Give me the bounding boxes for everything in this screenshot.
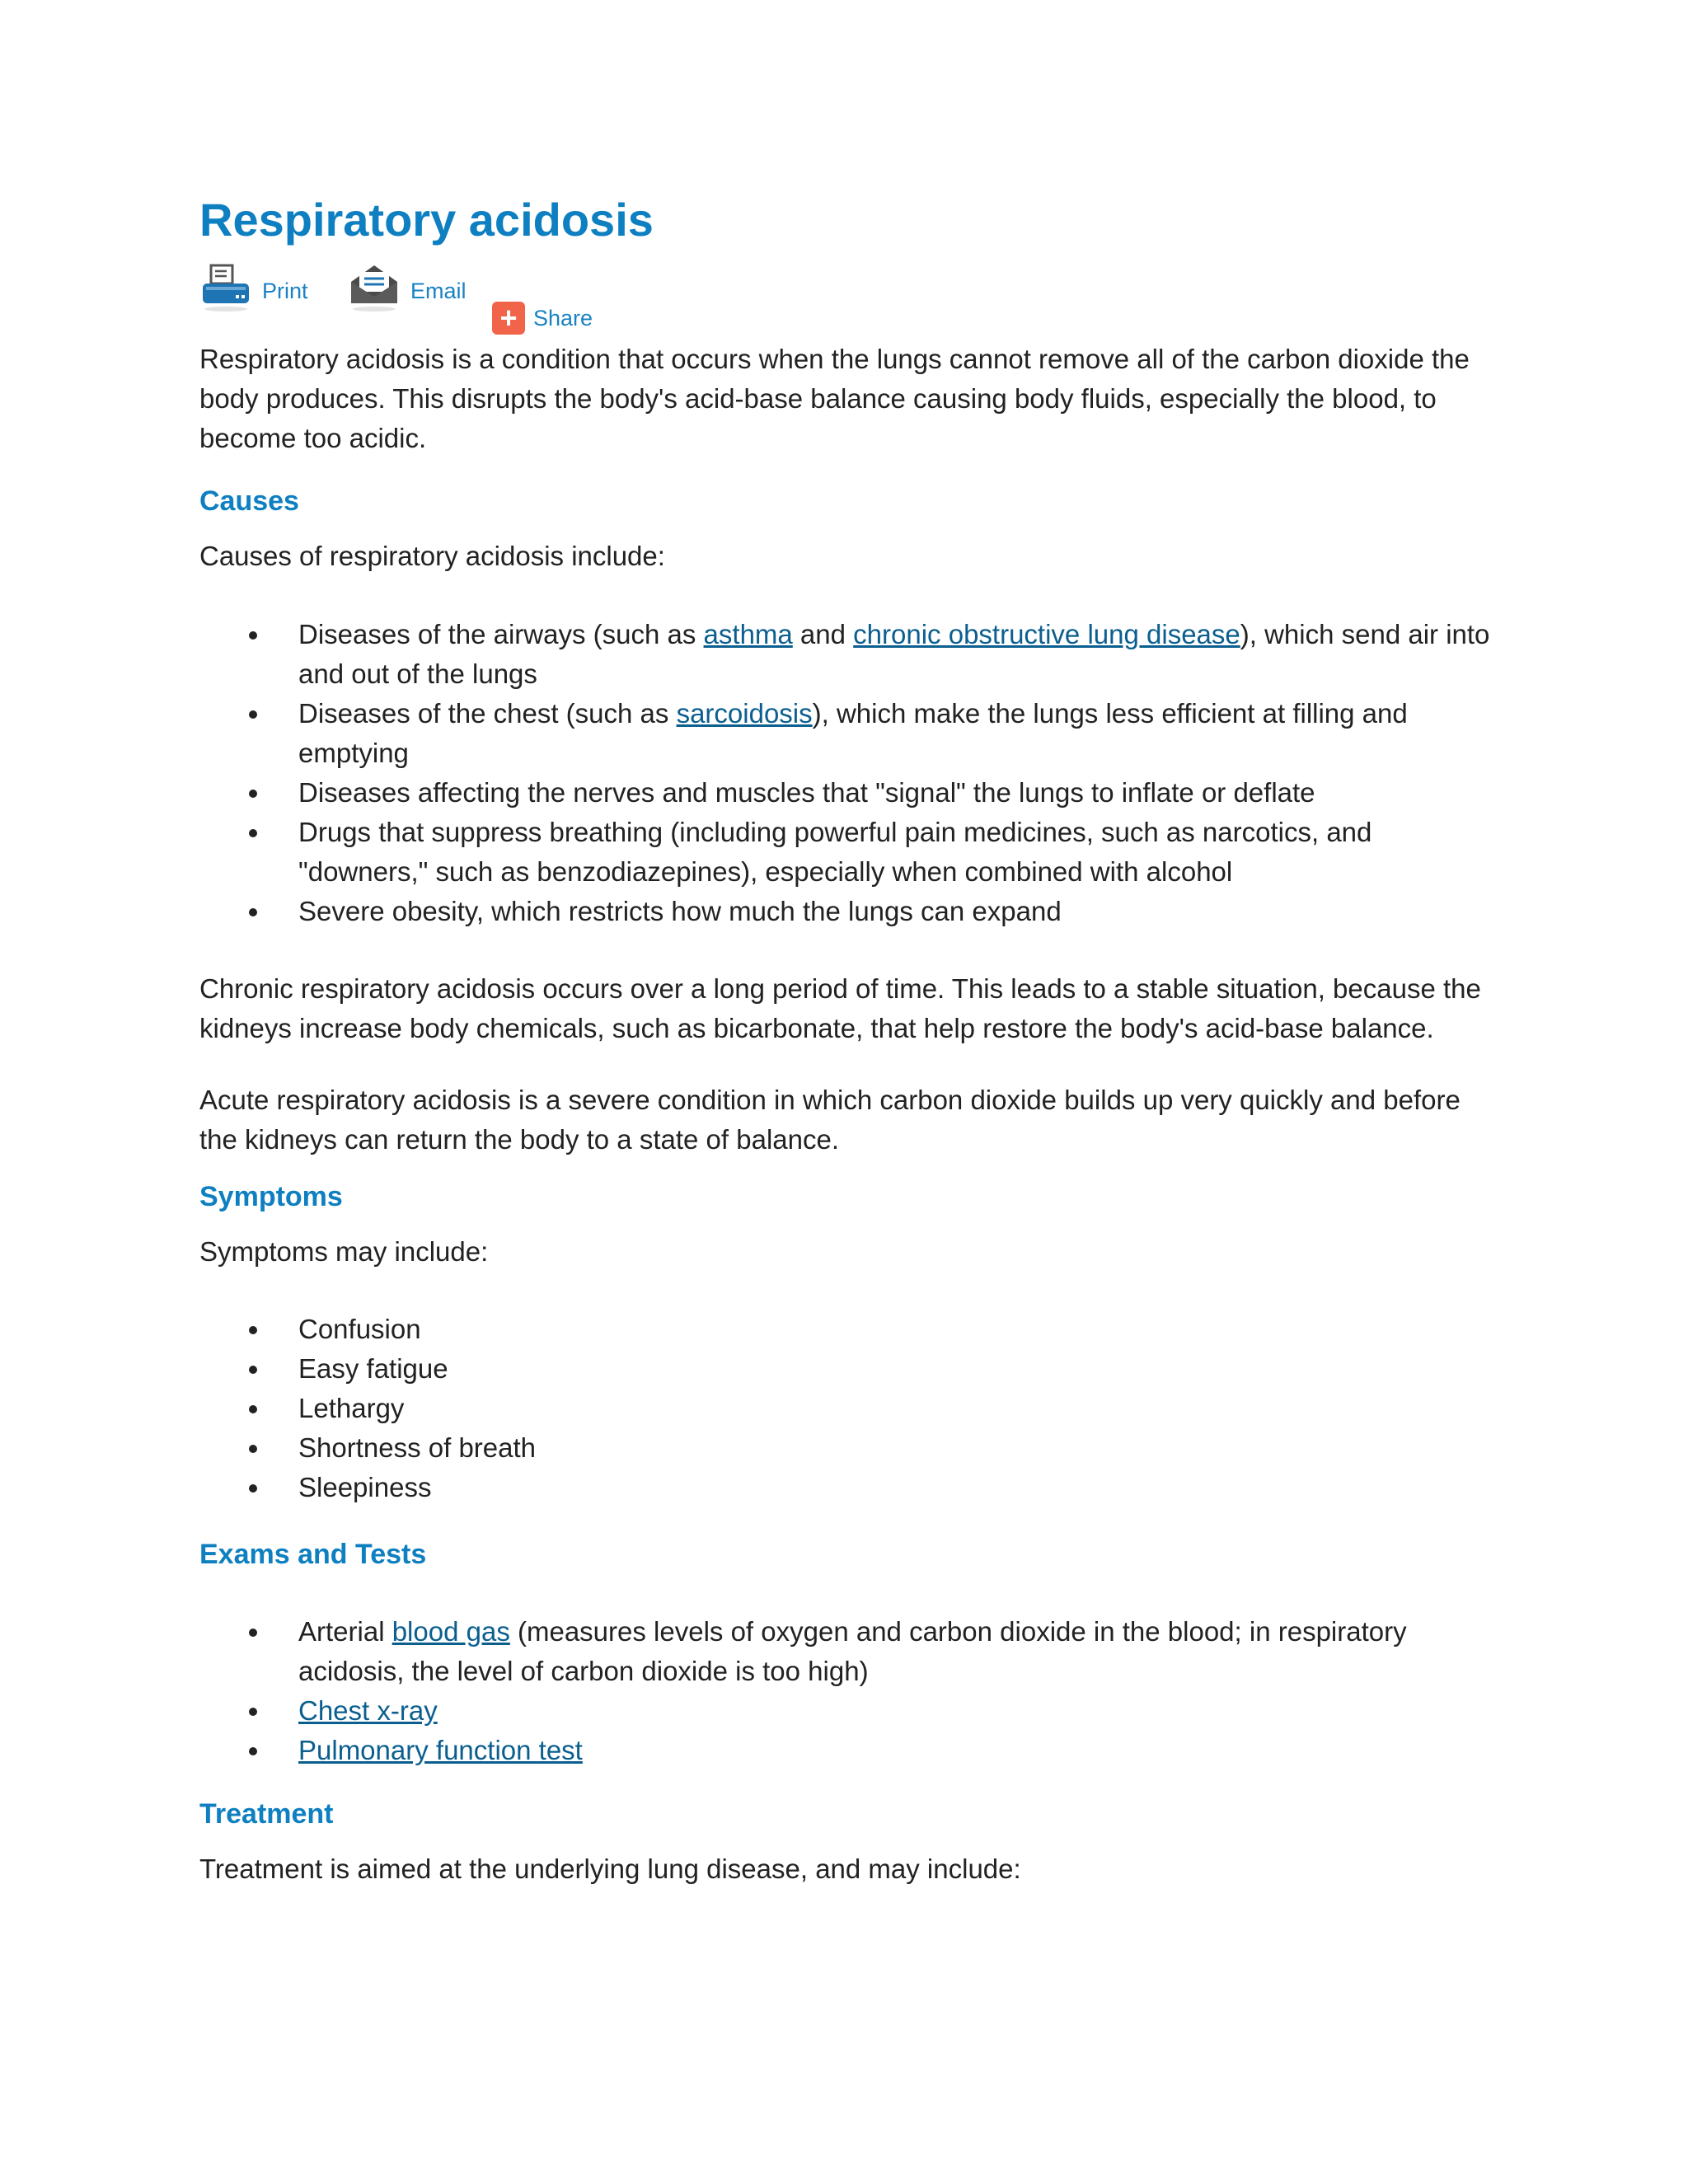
- list-item: [199, 1428, 1502, 1468]
- symptoms-heading: Symptoms: [199, 1181, 343, 1212]
- share-button[interactable]: [492, 302, 593, 335]
- blood-gas-link[interactable]: blood gas: [392, 1616, 510, 1647]
- chest-xray-link[interactable]: Chest x-ray: [298, 1695, 438, 1726]
- list-item-text: Lethargy: [298, 1393, 405, 1423]
- list-item: [199, 773, 1502, 813]
- list-item-text: Easy fatigue: [298, 1353, 448, 1384]
- list-item-text: Shortness of breath: [298, 1432, 537, 1463]
- bullet-icon: [249, 1405, 257, 1413]
- envelope-icon: [348, 262, 401, 321]
- list-item: [199, 1310, 1502, 1349]
- list-item-text: Diseases affecting the nerves and muscles that "signal" the lungs to inflate or deflate: [298, 777, 1315, 808]
- bullet-icon: [249, 1326, 257, 1334]
- copd-link[interactable]: chronic obstructive lung disease: [853, 619, 1240, 649]
- list-item: [199, 1468, 1502, 1507]
- list-item: [199, 1731, 1502, 1770]
- causes-lead: Causes of respiratory acidosis include:: [199, 541, 665, 571]
- list-item-text: ), which make the lungs less efficient at filling and emptying: [298, 698, 1408, 768]
- list-item-text: ), which send air into and out of the lungs: [298, 619, 1490, 689]
- list-item-text: (measures levels of oxygen and carbon dioxide in the blood; in respiratory acidosis, the level of carbon dioxide is too high): [298, 1616, 1407, 1686]
- bullet-icon: [249, 829, 257, 837]
- causes-heading: Causes: [199, 485, 299, 517]
- bullet-icon: [249, 631, 257, 640]
- symptoms-list: [199, 1310, 1502, 1507]
- list-item: [199, 694, 1502, 773]
- treatment-lead: Treatment is aimed at the underlying lung disease, and may include:: [199, 1854, 1021, 1884]
- bullet-icon: [249, 790, 257, 798]
- page-title: Respiratory acidosis: [199, 194, 654, 246]
- intro-paragraph: Respiratory acidosis is a condition that occurs when the lungs cannot remove all of the carbon dioxide the body produces. This disrupts the body's acid-base balance causing body fluids, especially the blood, to become too acidic.: [199, 344, 1470, 453]
- list-item-text: Sleepiness: [298, 1472, 432, 1502]
- list-item-text: Drugs that suppress breathing (including powerful pain medicines, such as narcotics, and "downers," such as benzodiazepines), especially when combined with alcohol: [298, 817, 1372, 887]
- printer-icon: [199, 262, 252, 321]
- list-item-text: Arterial: [298, 1616, 392, 1647]
- list-item: [199, 1691, 1502, 1731]
- bullet-icon: [249, 1629, 257, 1637]
- bullet-icon: [249, 1366, 257, 1374]
- bullet-icon: [249, 908, 257, 916]
- causes-list: [199, 615, 1502, 931]
- bullet-icon: [249, 1445, 257, 1453]
- article-body: [199, 340, 1502, 1889]
- list-item: [199, 1349, 1502, 1389]
- plus-icon: +: [492, 302, 525, 335]
- asthma-link[interactable]: asthma: [703, 619, 793, 649]
- list-item-text: Confusion: [298, 1314, 421, 1344]
- email-button[interactable]: [348, 262, 467, 321]
- email-label: Email: [410, 279, 467, 303]
- bullet-icon: [249, 1484, 257, 1493]
- exams-list: [199, 1612, 1502, 1770]
- pulmonary-function-test-link[interactable]: Pulmonary function test: [298, 1735, 583, 1765]
- bullet-icon: [249, 1747, 257, 1755]
- share-toolbar: [199, 262, 776, 338]
- bullet-icon: [249, 710, 257, 719]
- exams-heading: Exams and Tests: [199, 1539, 427, 1570]
- symptoms-lead: Symptoms may include:: [199, 1236, 489, 1267]
- print-label: Print: [262, 279, 308, 303]
- bullet-icon: [249, 1708, 257, 1716]
- list-item: [199, 1389, 1502, 1428]
- sarcoidosis-link[interactable]: sarcoidosis: [676, 698, 813, 729]
- list-item-text: Diseases of the airways (such as: [298, 619, 704, 649]
- list-item-text: Diseases of the chest (such as: [298, 698, 677, 729]
- treatment-heading: Treatment: [199, 1798, 334, 1830]
- acute-paragraph: Acute respiratory acidosis is a severe condition in which carbon dioxide builds up very quickly and before the kidneys can return the body to a state of balance.: [199, 1085, 1461, 1155]
- list-item: [199, 892, 1502, 931]
- chronic-paragraph: Chronic respiratory acidosis occurs over a long period of time. This leads to a stable situation, because the kidneys increase body chemicals, such as bicarbonate, that help restore the body's acid-base balance.: [199, 973, 1481, 1043]
- list-item: [199, 813, 1502, 892]
- list-item: [199, 615, 1502, 694]
- list-item-text: and: [792, 619, 854, 649]
- list-item: [199, 1612, 1502, 1691]
- list-item-text: Severe obesity, which restricts how much the lungs can expand: [298, 896, 1062, 926]
- share-label: Share: [533, 305, 593, 330]
- print-button[interactable]: [199, 262, 308, 321]
